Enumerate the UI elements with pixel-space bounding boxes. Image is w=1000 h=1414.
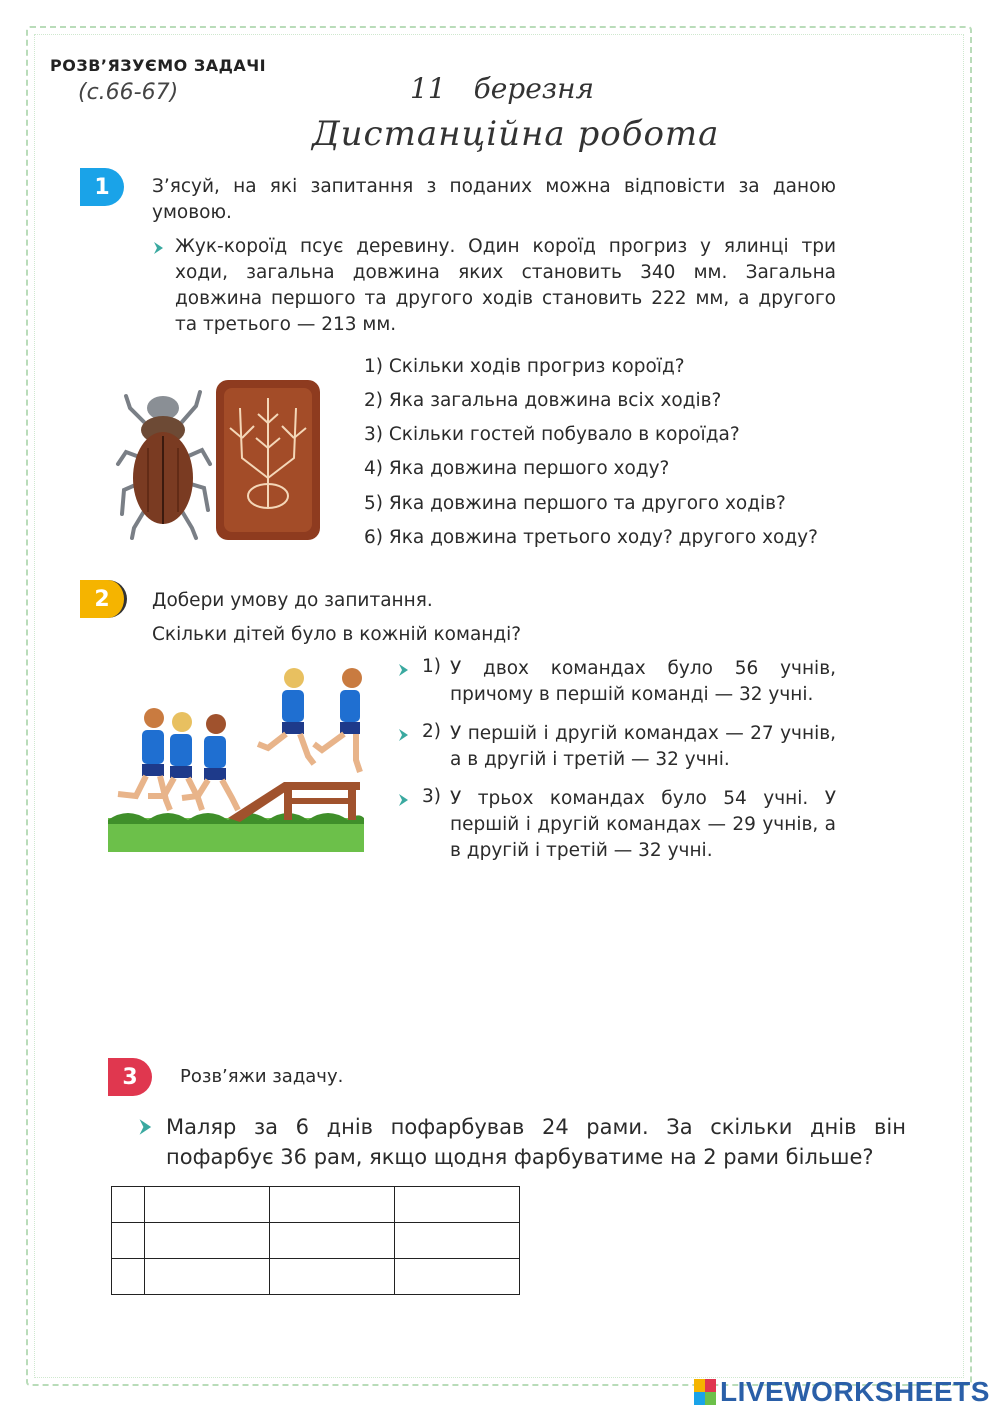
task2-option-1-number: 1): [422, 656, 441, 677]
task2-option-3: У трьох командах було 54 учні. У першій і другій командах — 29 учнів, а в другій і третій — 32 учні.: [450, 788, 836, 861]
chevron-right-icon: [398, 663, 410, 677]
task2-option-2-number: 2): [422, 721, 441, 742]
logo-grid-icon: [694, 1379, 716, 1405]
bark-beetle-illustration: [112, 378, 324, 542]
chevron-right-icon: [153, 241, 165, 255]
task3-number-badge: 3: [108, 1058, 152, 1096]
table-cell[interactable]: [270, 1223, 395, 1259]
task2-question: Скільки дітей було в кожній команді?: [152, 624, 522, 645]
task2-instruction: Добери умову до запитання.: [152, 590, 433, 611]
table-row: [112, 1223, 520, 1259]
chevron-right-icon: [138, 1118, 154, 1136]
table-row: [112, 1259, 520, 1295]
task2-option-1: У двох командах було 56 учнів, причому в першій команді — 32 учні.: [450, 658, 836, 705]
task2-option-3-number: 3): [422, 786, 441, 807]
task3-instruction: Розв’яжи задачу.: [180, 1066, 344, 1087]
section-title: РОЗВ’ЯЗУЄМО ЗАДАЧІ: [50, 56, 267, 75]
date-day: 11: [410, 72, 446, 105]
task1-question-4: 4) Яка довжина першого ходу?: [364, 458, 670, 479]
chevron-right-icon: [398, 793, 410, 807]
task1-number-badge: 1: [80, 168, 124, 206]
table-cell[interactable]: [395, 1223, 520, 1259]
task1-question-5: 5) Яка довжина першого та другого ходів?: [364, 493, 786, 514]
table-cell[interactable]: [145, 1223, 270, 1259]
task1-question-2: 2) Яка загальна довжина всіх ходів?: [364, 390, 722, 411]
lesson-subtitle: Дистанційна робота: [312, 114, 720, 154]
task1-condition: Жук-короїд псує деревину. Один короїд прогриз у ялинці три ходи, загальна довжина яких становить 340 мм. Загальна довжина першого та другого ходів становить 222 мм, а другого та третього — 213 мм.: [175, 236, 836, 335]
task1-question-1: 1) Скільки ходів прогриз короїд?: [364, 356, 685, 377]
table-cell[interactable]: [395, 1187, 520, 1223]
page-range: (с.66-67): [78, 80, 179, 105]
table-cell[interactable]: [145, 1187, 270, 1223]
task1-instruction: З’ясуй, на які запитання з поданих можна відповісти за даною умовою.: [152, 176, 836, 223]
task1-question-6: 6) Яка довжина третього ходу? другого ходу?: [364, 527, 818, 548]
table-cell[interactable]: [112, 1259, 145, 1295]
brand-name: LIVEWORKSHEETS: [720, 1376, 990, 1407]
table-cell[interactable]: [270, 1259, 395, 1295]
table-cell[interactable]: [112, 1187, 145, 1223]
date: [410, 72, 594, 105]
task2-number-badge: 2: [80, 580, 127, 618]
liveworksheets-logo[interactable]: [694, 1376, 990, 1408]
table-cell[interactable]: [145, 1259, 270, 1295]
solution-table: [111, 1186, 520, 1295]
task3-problem: Маляр за 6 днів пофарбував 24 рами. За скільки днів він пофарбує 36 рам, якщо щодня фарбуватиме на 2 рами більше?: [166, 1115, 906, 1169]
table-cell[interactable]: [112, 1223, 145, 1259]
task2-option-2: У першій і другій командах — 27 учнів, а в другій і третій — 32 учні.: [450, 723, 836, 770]
table-cell[interactable]: [270, 1187, 395, 1223]
task1-question-3: 3) Скільки гостей побувало в короїда?: [364, 424, 740, 445]
chevron-right-icon: [398, 728, 410, 742]
date-month: березня: [473, 72, 595, 105]
running-children-illustration: [108, 664, 364, 852]
table-row: [112, 1187, 520, 1223]
table-cell[interactable]: [395, 1259, 520, 1295]
